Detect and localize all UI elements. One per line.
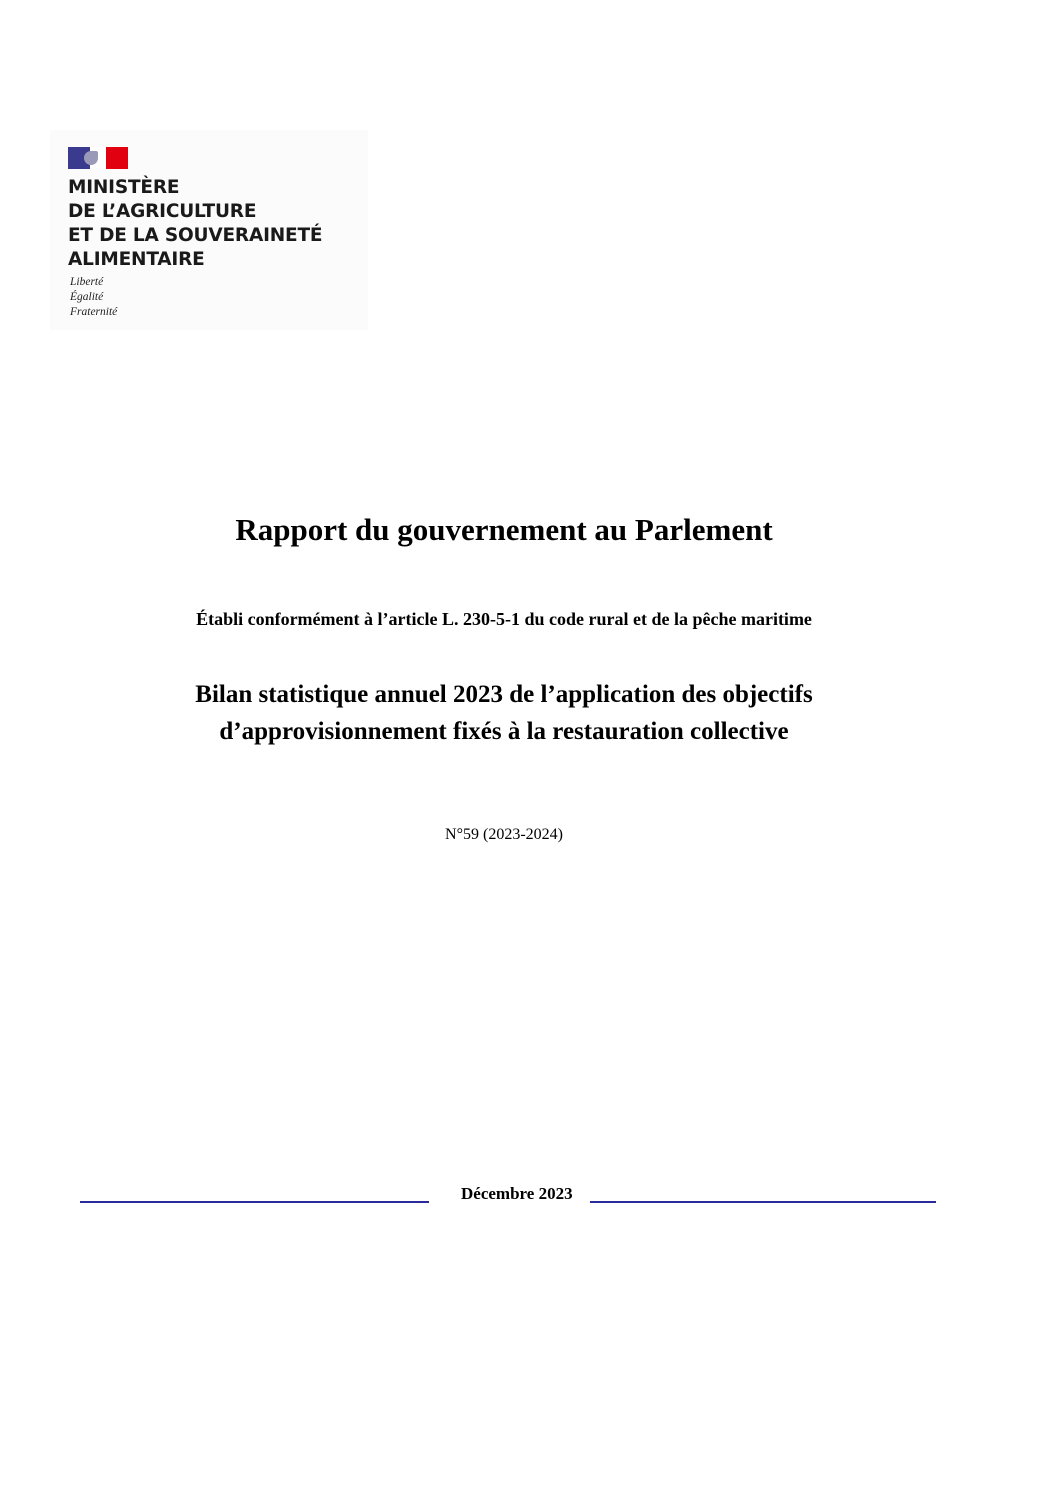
flag-red-band bbox=[106, 147, 128, 169]
ministry-line: ALIMENTAIRE bbox=[68, 249, 205, 270]
motto-line: Fraternité bbox=[70, 306, 118, 318]
report-title: Rapport du gouvernement au Parlement bbox=[235, 512, 773, 547]
ministry-name bbox=[68, 176, 368, 272]
flag-white-band bbox=[90, 147, 106, 169]
date-footer bbox=[80, 1180, 936, 1208]
subtitle-line: Bilan statistique annuel 2023 de l’application des objectifs bbox=[195, 681, 813, 708]
marianne-flag-icon bbox=[68, 147, 128, 169]
publication-date: Décembre 2023 bbox=[461, 1184, 573, 1203]
ministry-line: ET DE LA SOUVERAINETÉ bbox=[68, 225, 323, 246]
ministry-logo bbox=[50, 130, 368, 330]
right-rule bbox=[590, 1201, 936, 1203]
republic-motto bbox=[70, 275, 117, 320]
left-rule bbox=[80, 1201, 429, 1203]
document-number: N°59 (2023-2024) bbox=[445, 826, 563, 843]
legal-basis: Établi conformément à l’article L. 230-5-1 du code rural et de la pêche maritime bbox=[196, 609, 812, 629]
motto-line: Liberté bbox=[70, 276, 104, 288]
ministry-line: MINISTÈRE bbox=[68, 177, 180, 198]
report-subtitle bbox=[0, 676, 1008, 750]
subtitle-line: d’approvisionnement fixés à la restauration collective bbox=[219, 718, 789, 745]
motto-line: Égalité bbox=[70, 291, 104, 303]
ministry-line: DE L’AGRICULTURE bbox=[68, 201, 257, 222]
marianne-profile-icon bbox=[84, 151, 98, 165]
